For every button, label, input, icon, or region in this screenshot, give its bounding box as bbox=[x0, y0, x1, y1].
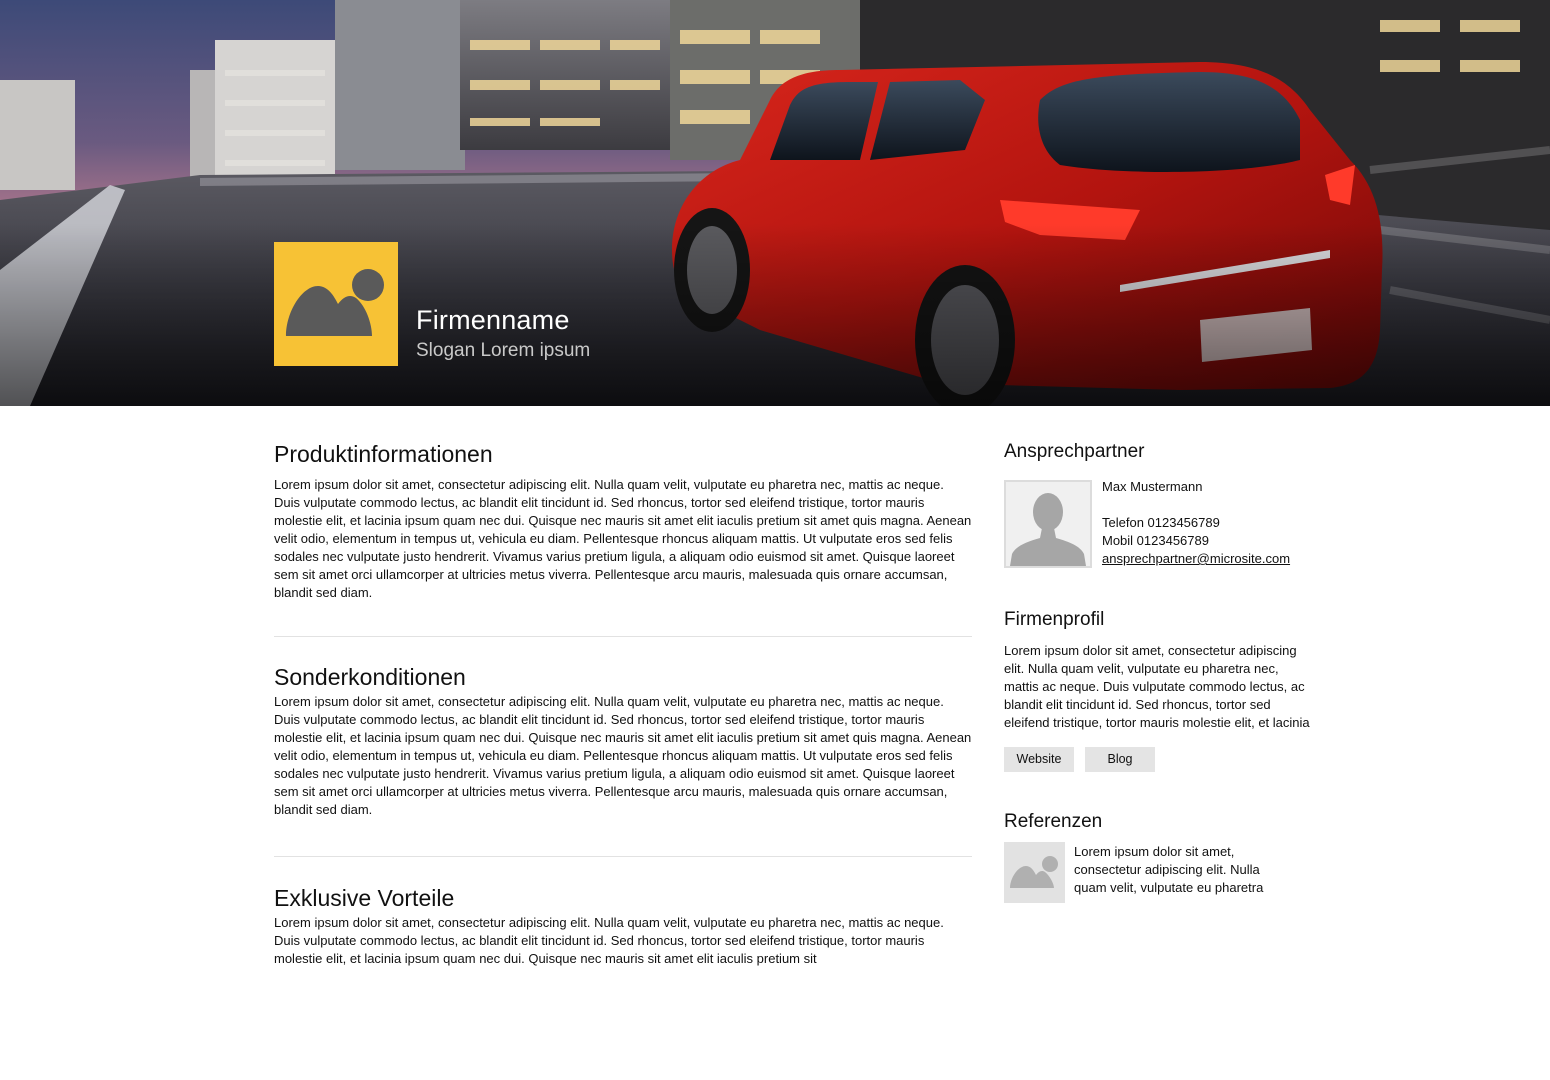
section-divider bbox=[274, 636, 972, 637]
company-logo bbox=[274, 242, 398, 366]
references-section bbox=[1004, 810, 1314, 903]
contact-section bbox=[1004, 440, 1314, 568]
brand-text bbox=[416, 304, 590, 366]
contact-name: Max Mustermann bbox=[1102, 479, 1203, 494]
section-produktinformationen bbox=[274, 440, 972, 602]
company-profile-section bbox=[1004, 608, 1314, 772]
profile-title: Firmenprofil bbox=[1004, 609, 1105, 630]
image-placeholder-icon bbox=[274, 242, 398, 366]
section-exklusive-vorteile bbox=[274, 884, 972, 968]
reference-thumbnail bbox=[1004, 842, 1065, 903]
section-title: Produktinformationen bbox=[274, 441, 493, 467]
brand-block bbox=[274, 242, 590, 366]
contact-avatar bbox=[1004, 480, 1092, 568]
contact-title: Ansprechpartner bbox=[1004, 441, 1145, 462]
section-text: Lorem ipsum dolor sit amet, consectetur adipiscing elit. Nulla quam velit, vulputate eu pharetra nec, mattis ac neque. Duis vulputate commodo lectus, ac blandit elit tincidunt id. Sed rhoncus, tortor sed eleifend tristique, tortor mauris molestie elit, et lacinia ipsum quam nec dui. Quisque nec mauris sit amet elit iaculis pretium sit amet quis magna. Aenean velit odio, elementum in tempus ut, vehicula eu diam. Pellentesque rhoncus aliquam mattis. Ut vulputate eros sed felis sodales nec vulputate justo hendrerit. Vivamus varius pretium ligula, a aliquam odio euismod sit amet. Quisque laoreet sem sit amet orci ullamcorper at ultricies metus viverra. Pellentesque arcu mauris, malesuada quis ornare accumsan, blandit sed diam. bbox=[274, 477, 972, 600]
image-placeholder-icon bbox=[1004, 842, 1065, 903]
contact-card bbox=[1004, 480, 1314, 568]
blog-button[interactable]: Blog bbox=[1085, 747, 1155, 772]
profile-text: Lorem ipsum dolor sit amet, consectetur adipiscing elit. Nulla quam velit, vulputate eu pharetra nec, mattis ac neque. Duis vulputate commodo lectus, ac blandit elit tincidunt id. Sed rhoncus, tortor sed eleifend tristique, tortor mauris molestie elit, et lacinia bbox=[1004, 643, 1310, 730]
sidebar bbox=[1004, 440, 1314, 903]
section-title: Sonderkonditionen bbox=[274, 664, 466, 690]
references-title: Referenzen bbox=[1004, 811, 1103, 832]
contact-details bbox=[1102, 478, 1290, 568]
section-text: Lorem ipsum dolor sit amet, consectetur adipiscing elit. Nulla quam velit, vulputate eu pharetra nec, mattis ac neque. Duis vulputate commodo lectus, ac blandit elit tincidunt id. Sed rhoncus, tortor sed eleifend tristique, tortor mauris molestie elit, et lacinia ipsum quam nec dui. Quisque nec mauris sit amet elit iaculis pretium sit amet quis magna. Aenean velit odio, elementum in tempus ut, vehicula eu diam. Pellentesque rhoncus aliquam mattis. Ut vulputate eros sed felis sodales nec vulputate justo hendrerit. Vivamus varius pretium ligula, a aliquam odio euismod sit amet. Quisque laoreet sem sit amet orci ullamcorper at ultricies metus viverra. Pellentesque arcu mauris, malesuada quis ornare accumsan, blandit sed diam. bbox=[274, 694, 972, 817]
reference-item[interactable] bbox=[1004, 842, 1314, 903]
hero-car-image bbox=[0, 0, 1550, 406]
hero-banner bbox=[0, 0, 1550, 406]
section-text: Lorem ipsum dolor sit amet, consectetur adipiscing elit. Nulla quam velit, vulputate eu pharetra nec, mattis ac neque. Duis vulputate commodo lectus, ac blandit elit tincidunt id. Sed rhoncus, tortor sed eleifend tristique, tortor mauris molestie elit, et lacinia ipsum quam nec dui. Quisque nec mauris sit amet elit iaculis pretium sit bbox=[274, 915, 944, 966]
contact-mobile: Mobil 0123456789 bbox=[1102, 533, 1209, 548]
website-button[interactable]: Website bbox=[1004, 747, 1074, 772]
profile-buttons bbox=[1004, 747, 1314, 772]
main-content bbox=[274, 440, 972, 968]
person-silhouette-icon bbox=[1006, 482, 1090, 566]
reference-text: Lorem ipsum dolor sit amet, consectetur adipiscing elit. Nulla quam velit, vulputate eu pharetra bbox=[1074, 844, 1264, 895]
section-sonderkonditionen bbox=[274, 663, 972, 819]
contact-phone: Telefon 0123456789 bbox=[1102, 515, 1220, 530]
company-name: Firmenname bbox=[416, 305, 570, 335]
section-title: Exklusive Vorteile bbox=[274, 885, 455, 911]
company-slogan: Slogan Lorem ipsum bbox=[416, 340, 591, 361]
contact-email-link[interactable]: ansprechpartner@microsite.com bbox=[1102, 551, 1291, 566]
section-divider bbox=[274, 856, 972, 857]
